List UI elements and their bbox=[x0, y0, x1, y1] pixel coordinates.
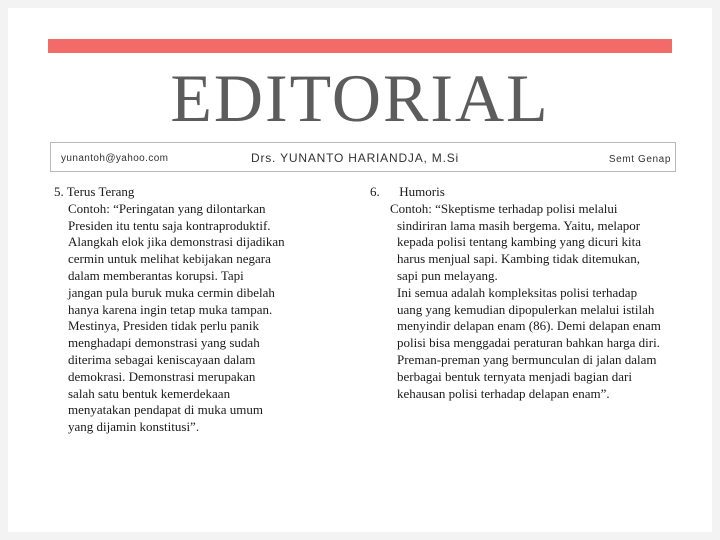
section-heading bbox=[370, 184, 690, 201]
section-body: sindiriran lama masih bergema. Yaitu, melapor kepada polisi tentang kambing yang dicuri kita harus menjual sapi. Kambing tidak ditemukan, sapi pun melayang. Ini semua adalah kompleksitas polisi terhadap uang yang kemudian dipopulerkan melalui istilah menyindir delapan enam (86). Demi delapan enam polisi bisa menggadai peraturan bahkan harga diri. Preman-preman yang bermunculan di jalan dalam berbagai bentuk ternyata menjadi bagian dari kehausan polisi terhadap delapan enam”. bbox=[397, 217, 661, 401]
section-body: Contoh: “Peringatan yang dilontarkan Presiden itu tentu saja kontraproduktif. Alangkah elok jika demonstrasi dijadikan cermin untuk melihat kebijakan negara dalam memberantas korupsi. Tapi jangan pula buruk muka cermin dibelah hanya karena ingin tetap muka tampan. Mestinya, Presiden tidak perlu panik menghadapi demonstrasi yang sudah diterima sebagai keniscayaan dalam demokrasi. Demonstrasi merupakan salah satu bentuk kemerdekaan menyatakan pendapat di muka umum yang dijamin konstitusi”. bbox=[68, 200, 285, 435]
section-title: Terus Terang bbox=[66, 184, 135, 199]
right-column bbox=[370, 184, 690, 402]
semester-label: Semt Genap bbox=[608, 154, 671, 165]
section-number: 5. bbox=[54, 184, 64, 199]
accent-bar bbox=[48, 39, 672, 53]
section-heading bbox=[54, 184, 324, 201]
section-number: 6. bbox=[370, 184, 380, 199]
author-email: yunantoh@yahoo.com bbox=[61, 153, 169, 164]
masthead-title: EDITORIAL bbox=[170, 60, 550, 136]
section-intro: Contoh: “Skeptisme terhadap polisi melalui bbox=[390, 200, 618, 216]
byline-box bbox=[50, 142, 676, 172]
section-title: Humoris bbox=[399, 184, 445, 199]
author-name: Drs. YUNANTO HARIANDJA, M.Si bbox=[251, 151, 459, 165]
left-column bbox=[54, 184, 324, 436]
